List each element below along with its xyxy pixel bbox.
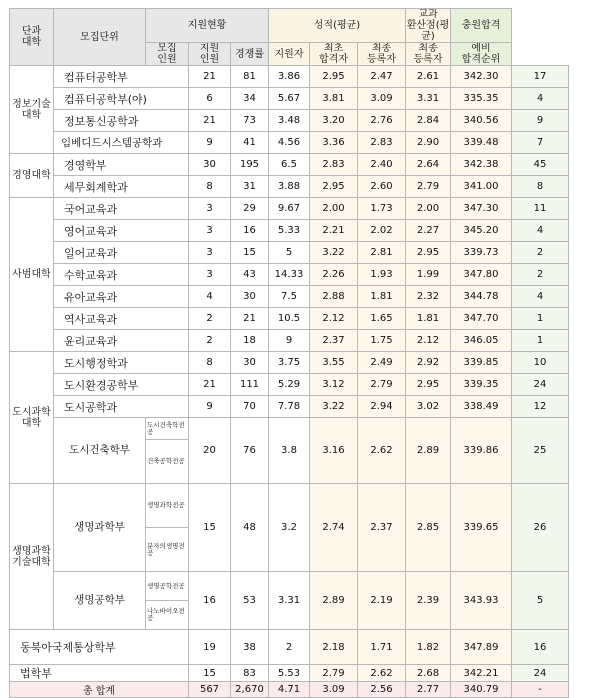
value-cell: 12 <box>512 396 569 418</box>
value-cell: 4 <box>512 88 569 110</box>
value-cell: 15 <box>189 665 231 682</box>
value-cell: 3.22 <box>310 396 358 418</box>
value-cell: 30 <box>231 352 269 374</box>
unit-cell: 생명공학부 <box>54 572 146 630</box>
value-cell: 4 <box>512 286 569 308</box>
value-cell: 2.62 <box>358 665 406 682</box>
unit-cell: 법학부 <box>10 665 189 682</box>
value-cell: 2.26 <box>310 264 358 286</box>
value-cell: 29 <box>231 198 269 220</box>
sub-major-cell: 건축공학전공 <box>146 440 189 484</box>
value-cell: 340.56 <box>451 110 512 132</box>
value-cell: 20 <box>189 418 231 484</box>
value-cell: 25 <box>512 418 569 484</box>
value-cell: 21 <box>189 66 231 88</box>
value-cell: 3.20 <box>310 110 358 132</box>
unit-cell: 세무회계학과 <box>54 176 189 198</box>
value-cell: 346.05 <box>451 330 512 352</box>
unit-cell: 임베디드시스템공학과 <box>54 132 189 154</box>
unit-cell: 도시행정학과 <box>54 352 189 374</box>
value-cell: 21 <box>231 308 269 330</box>
value-cell: 344.78 <box>451 286 512 308</box>
header-applicant-status: 지원현황 <box>146 9 269 43</box>
value-cell: 1.99 <box>406 264 451 286</box>
value-cell: 341.00 <box>451 176 512 198</box>
value-cell: 3.12 <box>310 374 358 396</box>
value-cell: 31 <box>231 176 269 198</box>
table-row <box>10 242 569 264</box>
unit-cell: 동북아국제통상학부 <box>10 630 189 665</box>
value-cell: 2.90 <box>406 132 451 154</box>
value-cell: 2.64 <box>406 154 451 176</box>
value-cell: 8 <box>189 352 231 374</box>
value-cell: 24 <box>512 374 569 396</box>
value-cell: 9 <box>512 110 569 132</box>
value-cell: 2.00 <box>406 198 451 220</box>
total-value-cell: 2.56 <box>358 682 406 698</box>
value-cell: 347.70 <box>451 308 512 330</box>
value-cell: 2.27 <box>406 220 451 242</box>
value-cell: 3.31 <box>269 572 310 630</box>
value-cell: 3.02 <box>406 396 451 418</box>
college-cell: 정보기술대학 <box>10 66 54 154</box>
value-cell: 16 <box>189 572 231 630</box>
table-row <box>10 630 569 665</box>
value-cell: 15 <box>231 242 269 264</box>
unit-cell: 수학교육과 <box>54 264 189 286</box>
table-row <box>10 154 569 176</box>
unit-cell: 정보통신공학과 <box>54 110 189 132</box>
value-cell: 2.40 <box>358 154 406 176</box>
total-value-cell: 340.79 <box>451 682 512 698</box>
value-cell: 17 <box>512 66 569 88</box>
table-row <box>10 330 569 352</box>
value-cell: 2.12 <box>310 308 358 330</box>
value-cell: 21 <box>189 110 231 132</box>
value-cell: 2.79 <box>406 176 451 198</box>
value-cell: 18 <box>231 330 269 352</box>
total-value-cell: - <box>512 682 569 698</box>
value-cell: 14.33 <box>269 264 310 286</box>
table-row <box>10 110 569 132</box>
value-cell: 2.62 <box>358 418 406 484</box>
value-cell: 2.88 <box>310 286 358 308</box>
college-cell: 사범대학 <box>10 198 54 352</box>
value-cell: 1.71 <box>358 630 406 665</box>
table-row <box>10 665 569 682</box>
total-value-cell: 2,670 <box>231 682 269 698</box>
value-cell: 339.48 <box>451 132 512 154</box>
value-cell: 342.30 <box>451 66 512 88</box>
value-cell: 2.94 <box>358 396 406 418</box>
table-row <box>10 352 569 374</box>
value-cell: 2 <box>269 630 310 665</box>
table-row <box>10 176 569 198</box>
value-cell: 3.2 <box>269 484 310 572</box>
header-college: 단과 대학 <box>10 9 54 66</box>
value-cell: 5 <box>512 572 569 630</box>
admissions-table-container <box>9 8 569 698</box>
value-cell: 6 <box>189 88 231 110</box>
value-cell: 16 <box>512 630 569 665</box>
value-cell: 2.83 <box>310 154 358 176</box>
value-cell: 73 <box>231 110 269 132</box>
value-cell: 3.75 <box>269 352 310 374</box>
value-cell: 3.86 <box>269 66 310 88</box>
value-cell: 2.83 <box>358 132 406 154</box>
value-cell: 38 <box>231 630 269 665</box>
value-cell: 2 <box>512 264 569 286</box>
unit-cell: 유아교육과 <box>54 286 189 308</box>
value-cell: 2.85 <box>406 484 451 572</box>
unit-cell: 컴퓨터공학부(야) <box>54 88 189 110</box>
value-cell: 2.00 <box>310 198 358 220</box>
value-cell: 343.93 <box>451 572 512 630</box>
value-cell: 339.65 <box>451 484 512 572</box>
value-cell: 2.49 <box>358 352 406 374</box>
value-cell: 2.95 <box>406 374 451 396</box>
value-cell: 2.84 <box>406 110 451 132</box>
value-cell: 3 <box>189 242 231 264</box>
value-cell: 2.95 <box>406 242 451 264</box>
sub-major-cell: 도시건축학전공 <box>146 418 189 440</box>
value-cell: 342.21 <box>451 665 512 682</box>
unit-cell: 국어교육과 <box>54 198 189 220</box>
value-cell: 3.22 <box>310 242 358 264</box>
value-cell: 338.49 <box>451 396 512 418</box>
header-applied: 지원 인원 <box>189 43 231 66</box>
value-cell: 2.95 <box>310 66 358 88</box>
value-cell: 8 <box>189 176 231 198</box>
value-cell: 2.47 <box>358 66 406 88</box>
value-cell: 1.65 <box>358 308 406 330</box>
unit-cell: 컴퓨터공학부 <box>54 66 189 88</box>
value-cell: 2.19 <box>358 572 406 630</box>
unit-cell: 역사교육과 <box>54 308 189 330</box>
header-reserve: 예비 합격순위 <box>451 43 512 66</box>
value-cell: 2.74 <box>310 484 358 572</box>
value-cell: 2.92 <box>406 352 451 374</box>
header-grade-applicant: 지원자 <box>269 43 310 66</box>
value-cell: 5.53 <box>269 665 310 682</box>
value-cell: 10 <box>512 352 569 374</box>
table-row <box>10 374 569 396</box>
value-cell: 45 <box>512 154 569 176</box>
value-cell: 53 <box>231 572 269 630</box>
value-cell: 83 <box>231 665 269 682</box>
value-cell: 111 <box>231 374 269 396</box>
unit-cell: 일어교육과 <box>54 242 189 264</box>
value-cell: 1.81 <box>358 286 406 308</box>
value-cell: 24 <box>512 665 569 682</box>
value-cell: 9 <box>189 396 231 418</box>
value-cell: 41 <box>231 132 269 154</box>
table-row <box>10 682 569 698</box>
table-row <box>10 88 569 110</box>
total-value-cell: 3.09 <box>310 682 358 698</box>
value-cell: 9.67 <box>269 198 310 220</box>
value-cell: 2.60 <box>358 176 406 198</box>
value-cell: 2.68 <box>406 665 451 682</box>
sub-major-cell: 생명과학전공 <box>146 484 189 528</box>
value-cell: 10.5 <box>269 308 310 330</box>
value-cell: 3.81 <box>310 88 358 110</box>
value-cell: 48 <box>231 484 269 572</box>
value-cell: 3.55 <box>310 352 358 374</box>
unit-cell: 생명과학부 <box>54 484 146 572</box>
value-cell: 339.86 <box>451 418 512 484</box>
value-cell: 2 <box>189 330 231 352</box>
admissions-table <box>9 8 569 698</box>
value-cell: 2 <box>512 242 569 264</box>
value-cell: 1.73 <box>358 198 406 220</box>
value-cell: 15 <box>189 484 231 572</box>
table-row <box>10 418 569 440</box>
table-row <box>10 308 569 330</box>
value-cell: 4 <box>512 220 569 242</box>
header-recruit: 모집 인원 <box>146 43 189 66</box>
college-cell: 도시과학대학 <box>10 352 54 484</box>
unit-cell: 윤리교육과 <box>54 330 189 352</box>
value-cell: 30 <box>231 286 269 308</box>
value-cell: 2 <box>189 308 231 330</box>
value-cell: 7.5 <box>269 286 310 308</box>
value-cell: 2.39 <box>406 572 451 630</box>
value-cell: 26 <box>512 484 569 572</box>
total-value-cell: 2.77 <box>406 682 451 698</box>
value-cell: 2.79 <box>358 374 406 396</box>
value-cell: 339.35 <box>451 374 512 396</box>
value-cell: 16 <box>231 220 269 242</box>
table-row <box>10 572 569 601</box>
header-subject-group: 교과 환산점(평균) <box>406 9 450 42</box>
value-cell: 2.18 <box>310 630 358 665</box>
value-cell: 2.37 <box>310 330 358 352</box>
header-grade-min-pass: 최초 합격자 <box>310 43 358 66</box>
value-cell: 347.89 <box>451 630 512 665</box>
total-label: 총 합계 <box>10 682 189 698</box>
value-cell: 2.32 <box>406 286 451 308</box>
unit-cell: 경영학부 <box>54 154 189 176</box>
value-cell: 3.31 <box>406 88 451 110</box>
value-cell: 19 <box>189 630 231 665</box>
value-cell: 2.89 <box>310 572 358 630</box>
value-cell: 6.5 <box>269 154 310 176</box>
college-cell: 경영대학 <box>10 154 54 198</box>
value-cell: 3.88 <box>269 176 310 198</box>
value-cell: 9 <box>189 132 231 154</box>
header-unit: 모집단위 <box>54 9 146 66</box>
table-row <box>10 220 569 242</box>
value-cell: 9 <box>269 330 310 352</box>
table-row <box>10 66 569 88</box>
value-cell: 2.02 <box>358 220 406 242</box>
value-cell: 339.85 <box>451 352 512 374</box>
value-cell: 11 <box>512 198 569 220</box>
value-cell: 2.61 <box>406 66 451 88</box>
value-cell: 8 <box>512 176 569 198</box>
header-grades: 성적(평균) <box>269 9 406 43</box>
unit-cell: 영어교육과 <box>54 220 189 242</box>
header-extra-pass: 충원합격 <box>451 9 512 43</box>
value-cell: 7.78 <box>269 396 310 418</box>
value-cell: 1.82 <box>406 630 451 665</box>
value-cell: 3.8 <box>269 418 310 484</box>
value-cell: 1.75 <box>358 330 406 352</box>
value-cell: 81 <box>231 66 269 88</box>
value-cell: 1.93 <box>358 264 406 286</box>
value-cell: 5.67 <box>269 88 310 110</box>
value-cell: 3.36 <box>310 132 358 154</box>
college-cell: 생명과학기술대학 <box>10 484 54 630</box>
value-cell: 3 <box>189 198 231 220</box>
value-cell: 2.76 <box>358 110 406 132</box>
value-cell: 3.16 <box>310 418 358 484</box>
value-cell: 30 <box>189 154 231 176</box>
table-row <box>10 9 569 43</box>
value-cell: 339.73 <box>451 242 512 264</box>
total-value-cell: 4.71 <box>269 682 310 698</box>
unit-cell: 도시건축학부 <box>54 418 146 484</box>
value-cell: 21 <box>189 374 231 396</box>
value-cell: 2.95 <box>310 176 358 198</box>
value-cell: 345.20 <box>451 220 512 242</box>
sub-major-cell: 분자의생명전공 <box>146 528 189 572</box>
table-row <box>10 264 569 286</box>
table-row <box>10 132 569 154</box>
value-cell: 1.81 <box>406 308 451 330</box>
value-cell: 347.80 <box>451 264 512 286</box>
value-cell: 2.21 <box>310 220 358 242</box>
sub-major-cell: 나노바이오전공 <box>146 601 189 630</box>
unit-cell: 도시환경공학부 <box>54 374 189 396</box>
value-cell: 3 <box>189 220 231 242</box>
value-cell: 76 <box>231 418 269 484</box>
value-cell: 2.12 <box>406 330 451 352</box>
value-cell: 5 <box>269 242 310 264</box>
value-cell: 70 <box>231 396 269 418</box>
sub-major-cell: 생명공학전공 <box>146 572 189 601</box>
value-cell: 342.38 <box>451 154 512 176</box>
table-row <box>10 286 569 308</box>
value-cell: 4.56 <box>269 132 310 154</box>
value-cell: 7 <box>512 132 569 154</box>
total-value-cell: 567 <box>189 682 231 698</box>
value-cell: 195 <box>231 154 269 176</box>
value-cell: 43 <box>231 264 269 286</box>
table-row <box>10 484 569 528</box>
value-cell: 1 <box>512 308 569 330</box>
value-cell: 335.35 <box>451 88 512 110</box>
value-cell: 2.89 <box>406 418 451 484</box>
table-row <box>10 198 569 220</box>
value-cell: 2.79 <box>310 665 358 682</box>
value-cell: 2.81 <box>358 242 406 264</box>
value-cell: 4 <box>189 286 231 308</box>
header-grade-final: 최종 등록자 <box>358 43 406 66</box>
value-cell: 5.29 <box>269 374 310 396</box>
value-cell: 1 <box>512 330 569 352</box>
value-cell: 3.48 <box>269 110 310 132</box>
value-cell: 3.09 <box>358 88 406 110</box>
value-cell: 347.30 <box>451 198 512 220</box>
value-cell: 34 <box>231 88 269 110</box>
unit-cell: 도시공학과 <box>54 396 189 418</box>
value-cell: 5.33 <box>269 220 310 242</box>
value-cell: 3 <box>189 264 231 286</box>
value-cell: 2.37 <box>358 484 406 572</box>
header-ratio: 경쟁률 <box>231 43 269 66</box>
header-subject-final: 최종 등록자 <box>406 43 451 66</box>
table-row <box>10 396 569 418</box>
